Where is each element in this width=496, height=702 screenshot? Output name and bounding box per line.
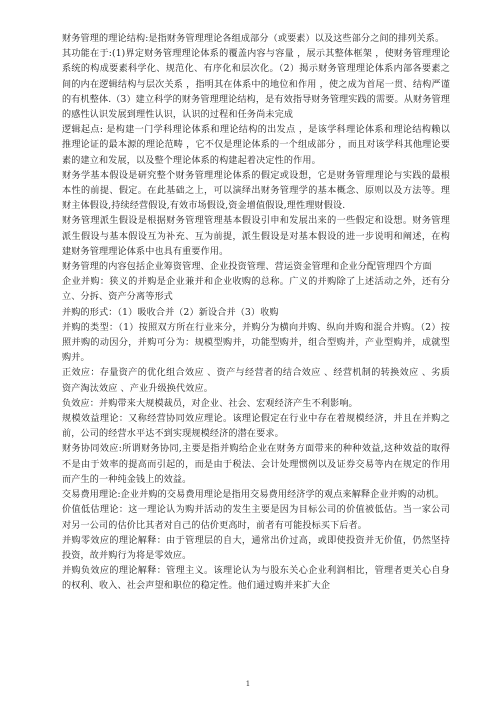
paragraph-negative-effect-theory: 并购负效应的理论解释：管理主义。该理论认为与股东关心企业利润相比，管理者更关心自身的权利、收入、社会声望和职位的稳定性。他们通过购并来扩大企	[62, 566, 450, 592]
paragraph-merger-definition: 企业并购：狭义的并购是企业兼并和企业收购的总称。广义的并购除了上述活动之外，还有分立、分拆、资产分离等形式	[62, 277, 450, 303]
paragraph-scale-benefit-theory: 规模效益理论：又称经营协同效应理论。该理论假定在行业中存在着规模经济，并且在并购之前，公司的经营水平达不到实现规模经济的潜在要求。	[62, 414, 450, 440]
paragraph-theory-structure: 财务管理的理论结构:是指财务管理理论各组成部分（或要素）以及这些部分之间的排列关系。	[62, 34, 445, 44]
paragraph-zero-effect: 并购零效应的理论解释：由于管理层的自大，通常出价过高，或即使投资并无价值，仍然坚持投资，故并购行为将是零效应。	[62, 535, 450, 561]
paragraph-merger-types: 并购的类型：（1）按照双方所在行业来分，并购分为横向并购、纵向并购和混合并购。（2）按照并购的动因分，并购可分为：规模型购并，功能型购并，组合型购并，产业型购并，成就型购并。	[62, 322, 450, 364]
page-number: 1	[245, 680, 251, 688]
paragraph-logical-starting-point: 逻辑起点: 是构建一门学科理论体系和理论结构的出发点 ，是该学科理论体系和理论结构赖以推理论证的最本源的理论范畴 ，它不仅是理论体系的一个组成部分 ，而且对该学科其他理论要素的建立和发展，以及整个理论体系的构建起着决定性的作用。	[62, 125, 450, 166]
paragraph-basic-assumptions: 财务学基本假设是研究整个财务管理理论体系的假定或设想，它是财务管理理论与实践的最根本性的前提、假定。在此基础之上，可以演绎出财务管理学的基本概念、原则以及方法等。理财主体假设,持续经营假设,有效市场假设,资金增值假设,理性理财假设.	[62, 170, 450, 212]
paragraph-transaction-cost-theory: 交易费用理论:企业并购的交易费用理论是指用交易费用经济学的观点来解释企业并购的动机。	[62, 490, 445, 501]
paragraph-positive-effects: 正效应：存量资产的优化组合效应 、资产与经营者的结合效应 、经营机制的转换效应 、劣质资产淘汰效应 、产业升级换代效应。	[62, 368, 450, 394]
paragraph-undervaluation-theory: 价值低估理论：这一理论认为购并活动的发生主要是因为目标公司的价值被低估。当一家公司对另一公司的估价比其者对自己的估价更高时，前者有可能投标买下后者。	[62, 505, 450, 531]
paragraph-management-content: 财务管理的内容包括企业筹资管理、企业投资管理、营运资金管理和企业分配管理四个方面	[62, 262, 432, 273]
paragraph-negative-effects: 负效应：并购带来大规模裁员，对企业、社会、宏观经济产生不利影响。	[62, 398, 358, 409]
paragraph-derived-assumptions: 财务管理派生假设是根据财务管理管理基本假设引申和发展出来的一些假定和设想。财务管理派生假设与基本假设互为补充、互为前提，派生假设是对基本假设的进一步说明和阐述，在构建财务管理理论体系中也具有重要作用。	[62, 216, 450, 257]
body-text	[62, 32, 450, 595]
paragraph-financial-synergy: 财务协同效应:所谓财务协同,主要是指并购给企业在财务方面带来的种种效益,这种效益的取得不是由于效率的提高而引起的，而是由于税法、会计处理惯例以及证券交易等内在规定的作用而产生的一种纯金钱上的效益。	[62, 444, 450, 485]
paragraph-merger-forms: 并购的形式：（1）吸收合并（2）新设合并（3）收购	[62, 307, 279, 318]
paragraph-functions: 其功能在于:(1)界定财务管理理论体系的覆盖内容与容量 ，展示其整体框架 ，使财务管理理论系统的构成要素科学化、规范化、有序化和层次化。（2）揭示财务管理理论体系内部各要素之间的内在逻辑结构与层次关系 ，指明其在体系中的地位和作用 ，使之成为首尾一贯、结构严谨的有机整体.（3）建立科学的财务管理理论结构，是有效指导财务管理实践的需要。从财务管理的感性认识发展到理性认识，认识的过程和任务尚未完成	[62, 49, 450, 121]
